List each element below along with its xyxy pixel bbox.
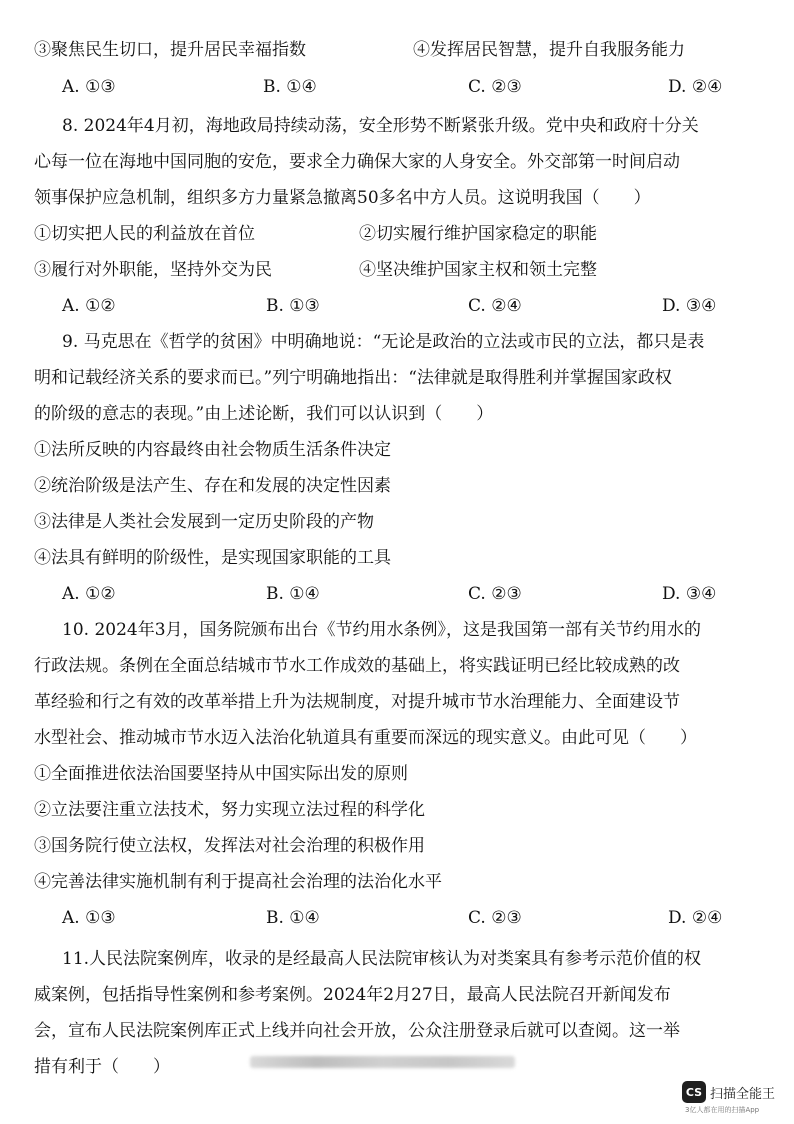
q8-item3: ③履行对外职能，坚持外交为民: [34, 260, 272, 280]
q10-stem-line-3: 革经验和行之有效的改革举措上升为法规制度，对提升城市节水治理能力、全面建设节: [34, 692, 680, 712]
q9-option-d: D. ③④: [662, 584, 717, 604]
q10-item3: ③国务院行使立法权，发挥法对社会治理的积极作用: [34, 836, 425, 856]
q10-option-c: C. ②③: [468, 908, 522, 928]
q7-item4: ④发挥居民智慧，提升自我服务能力: [413, 40, 685, 60]
q8-item1: ①切实把人民的利益放在首位: [34, 224, 255, 244]
q7-option-c: C. ②③: [468, 77, 522, 97]
q11-stem-line-2: 威案例，包括指导性案例和参考案例。2024年2月27日，最高人民法院召开新闻发布: [34, 985, 671, 1005]
q8-option-a: A. ①②: [62, 296, 116, 316]
q7-option-d: D. ②④: [668, 77, 723, 97]
q7-item3: ③聚焦民生切口，提升居民幸福指数: [34, 40, 306, 60]
page-footer-blurred: [250, 1056, 515, 1068]
q9-item3: ③法律是人类社会发展到一定历史阶段的产物: [34, 512, 374, 532]
q9-option-a: A. ①②: [62, 584, 116, 604]
q9-stem-line-3: 的阶级的意志的表现。”由上述论断，我们可以认识到（ ）: [34, 404, 494, 424]
q9-stem-line-2: 明和记载经济关系的要求而已。”列宁明确地指出：“法律就是取得胜利并掌握国家政权: [34, 368, 672, 388]
q11-stem-line-4: 措有利于（ ）: [34, 1057, 170, 1077]
q7-option-a: A. ①③: [62, 77, 116, 97]
q8-stem-line-1: 8. 2024年4月初，海地政局持续动荡，安全形势不断紧张升级。党中央和政府十分关: [62, 116, 699, 136]
q10-option-b: B. ①④: [266, 908, 320, 928]
q9-option-c: C. ②③: [468, 584, 522, 604]
q10-stem-line-4: 水型社会、推动城市节水迈入法治化轨道具有重要而深远的现实意义。由此可见（ ）: [34, 728, 697, 748]
q10-stem-line-1: 10. 2024年3月，国务院颁布出台《节约用水条例》，这是我国第一部有关节约用水的: [62, 620, 702, 640]
q8-item2: ②切实履行维护国家稳定的职能: [359, 224, 597, 244]
q8-item4: ④坚决维护国家主权和领土完整: [359, 260, 597, 280]
q10-option-d: D. ②④: [668, 908, 723, 928]
q9-stem-line-1: 9. 马克思在《哲学的贫困》中明确地说：“无论是政治的立法或市民的立法，都只是表: [62, 332, 705, 352]
q10-item1: ①全面推进依法治国要坚持从中国实际出发的原则: [34, 764, 408, 784]
q8-stem-line-2: 心每一位在海地中国同胞的安危，要求全力确保大家的人身安全。外交部第一时间启动: [34, 152, 680, 172]
q9-option-b: B. ①④: [266, 584, 320, 604]
camscanner-logo-icon: CS: [682, 1081, 706, 1103]
q11-stem-line-3: 会，宣布人民法院案例库正式上线并向社会开放，公众注册登录后就可以查阅。这一举: [34, 1021, 680, 1041]
watermark-app-name: 扫描全能王: [710, 1087, 776, 1102]
q8-option-d: D. ③④: [662, 296, 717, 316]
q7-option-b: B. ①④: [263, 77, 317, 97]
q8-stem-line-3: 领事保护应急机制，组织多方力量紧急撤离50多名中方人员。这说明我国（ ）: [34, 188, 651, 208]
q10-stem-line-2: 行政法规。条例在全面总结城市节水工作成效的基础上，将实践证明已经比较成熟的改: [34, 656, 680, 676]
q10-item4: ④完善法律实施机制有利于提高社会治理的法治化水平: [34, 872, 442, 892]
q10-option-a: A. ①③: [62, 908, 116, 928]
q9-item1: ①法所反映的内容最终由社会物质生活条件决定: [34, 440, 391, 460]
q9-item4: ④法具有鲜明的阶级性，是实现国家职能的工具: [34, 548, 391, 568]
q11-stem-line-1: 11.人民法院案例库，收录的是经最高人民法院审核认为对类案具有参考示范价值的权: [62, 949, 702, 969]
q8-option-c: C. ②④: [468, 296, 522, 316]
q9-item2: ②统治阶级是法产生、存在和发展的决定性因素: [34, 476, 391, 496]
q10-item2: ②立法要注重立法技术，努力实现立法过程的科学化: [34, 800, 425, 820]
watermark-tagline: 3亿人都在用的扫描App: [685, 1106, 760, 1114]
q8-option-b: B. ①③: [266, 296, 320, 316]
